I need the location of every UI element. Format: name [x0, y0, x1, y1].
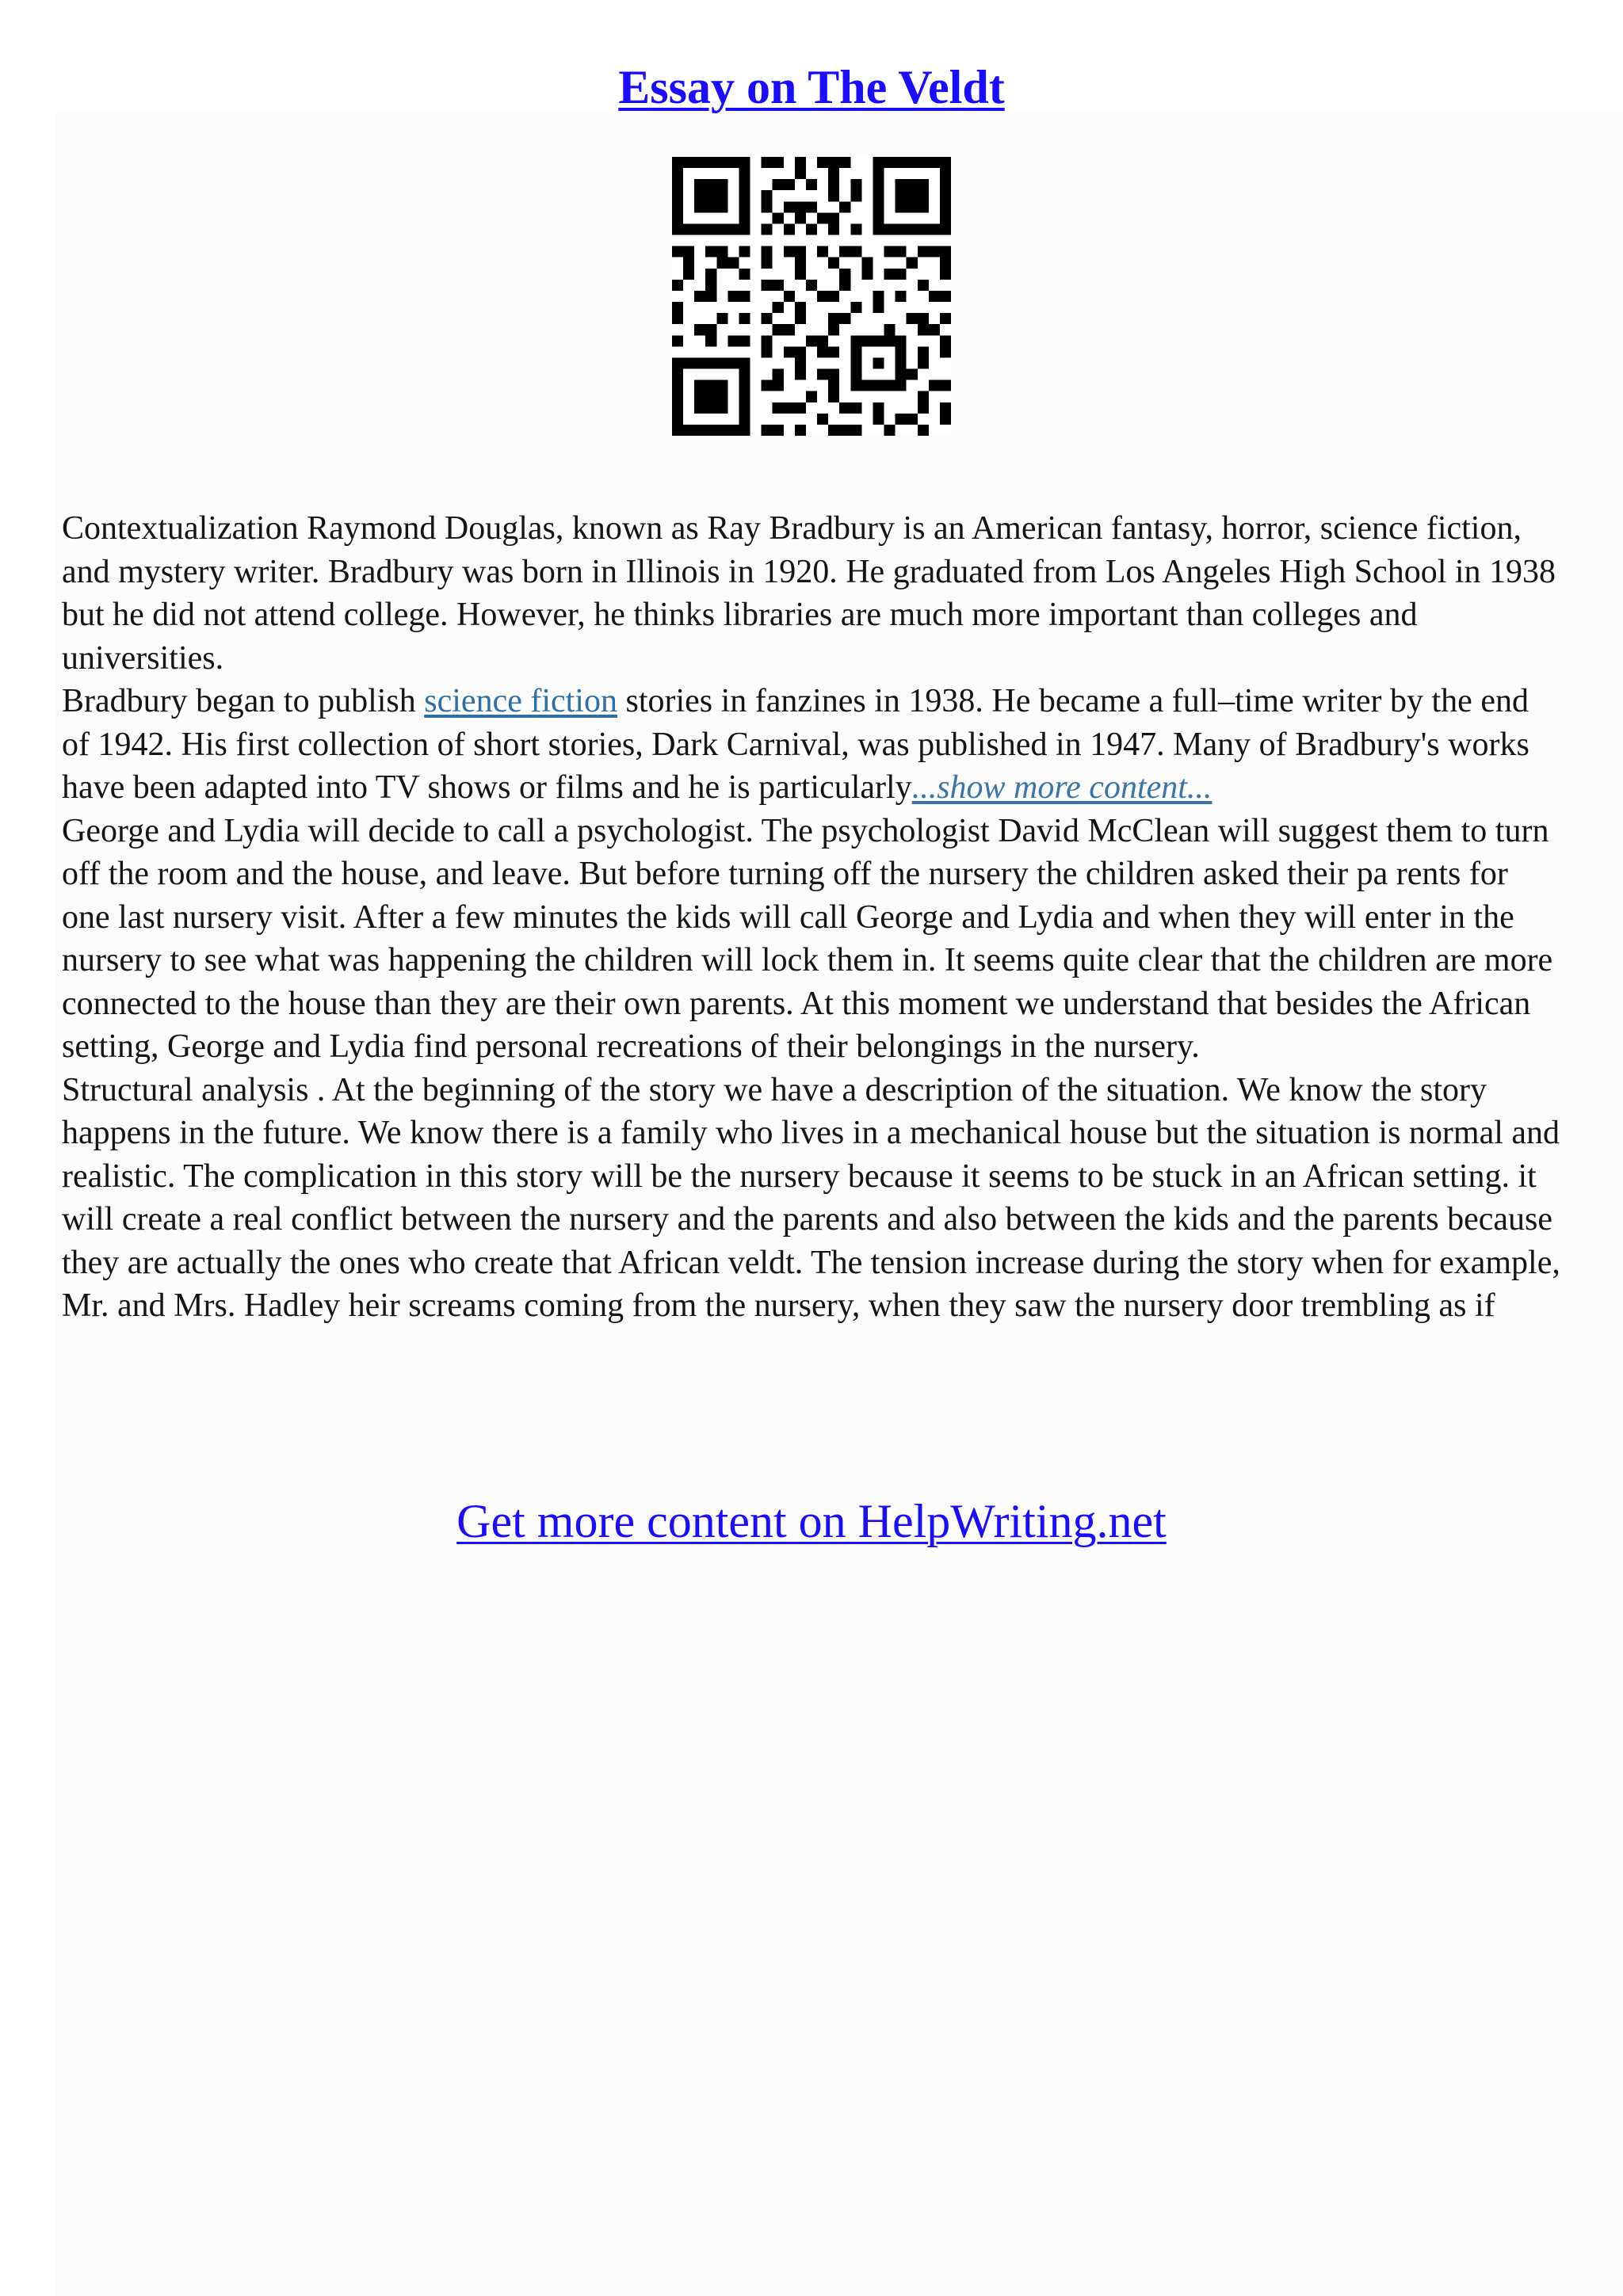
- show-more-link[interactable]: ...show more content...: [911, 769, 1212, 806]
- page-title-link[interactable]: Essay on The Veldt: [618, 61, 1005, 113]
- footer-container: [0, 1489, 1623, 1553]
- get-more-content-link[interactable]: Get more content on HelpWriting.net: [456, 1495, 1167, 1547]
- page-title-container: [0, 55, 1623, 119]
- paragraph-contextualization: Contextualization Raymond Douglas, known as Ray Bradbury is an American fantasy, horror, science fiction, and mystery writer. Bradbury was born in Illinois in 1920. He graduated from Los Angeles High School in 1938 but he did not attend college. However, he thinks libraries are much more important than colleges and universities.: [62, 510, 1556, 677]
- paragraph-structural-analysis: Structural analysis . At the beginning of the story we have a description of the situation. We know the story happens in the future. We know there is a family who lives in a mechanical house but the situation is normal and realistic. The complication in this story will be the nursery because it seems to be stuck in an African setting. it will create a real conflict between the nursery and the parents and also between the kids and the parents because they are actually the ones who create that African veldt. The tension increase during the story when for example, Mr. and Mrs. Hadley heir screams coming from the nursery, when they saw the nursery door trembling as if: [62, 1071, 1560, 1324]
- paragraph-text: stories in fanzines in 1938. He became a full–time writer by the end of 1942. His first collection of short stories, Dark Carnival, was published in 1947. Many of Bradbury's works have been adapted into TV shows or films and he is particularly: [62, 683, 1529, 806]
- qr-code-icon: [672, 157, 951, 436]
- essay-body: [62, 507, 1561, 1328]
- paragraph-text: Bradbury began to publish: [62, 683, 425, 719]
- qr-code-graphic: [672, 157, 951, 436]
- science-fiction-link[interactable]: science fiction: [424, 683, 617, 719]
- paragraph-bradbury-career: [62, 680, 1561, 810]
- paragraph-psychologist: George and Lydia will decide to call a psychologist. The psychologist David McClean will suggest them to turn off the room and the house, and leave. But before turning off the nursery the children asked their pa rents for one last nursery visit. After a few minutes the kids will call George and Lydia and when they will enter in the nursery to see what was happening the children will lock them in. It seems quite clear that the children are more connected to the house than they are their own parents. At this moment we understand that besides the African setting, George and Lydia find personal recreations of their belongings in the nursery.: [62, 812, 1553, 1065]
